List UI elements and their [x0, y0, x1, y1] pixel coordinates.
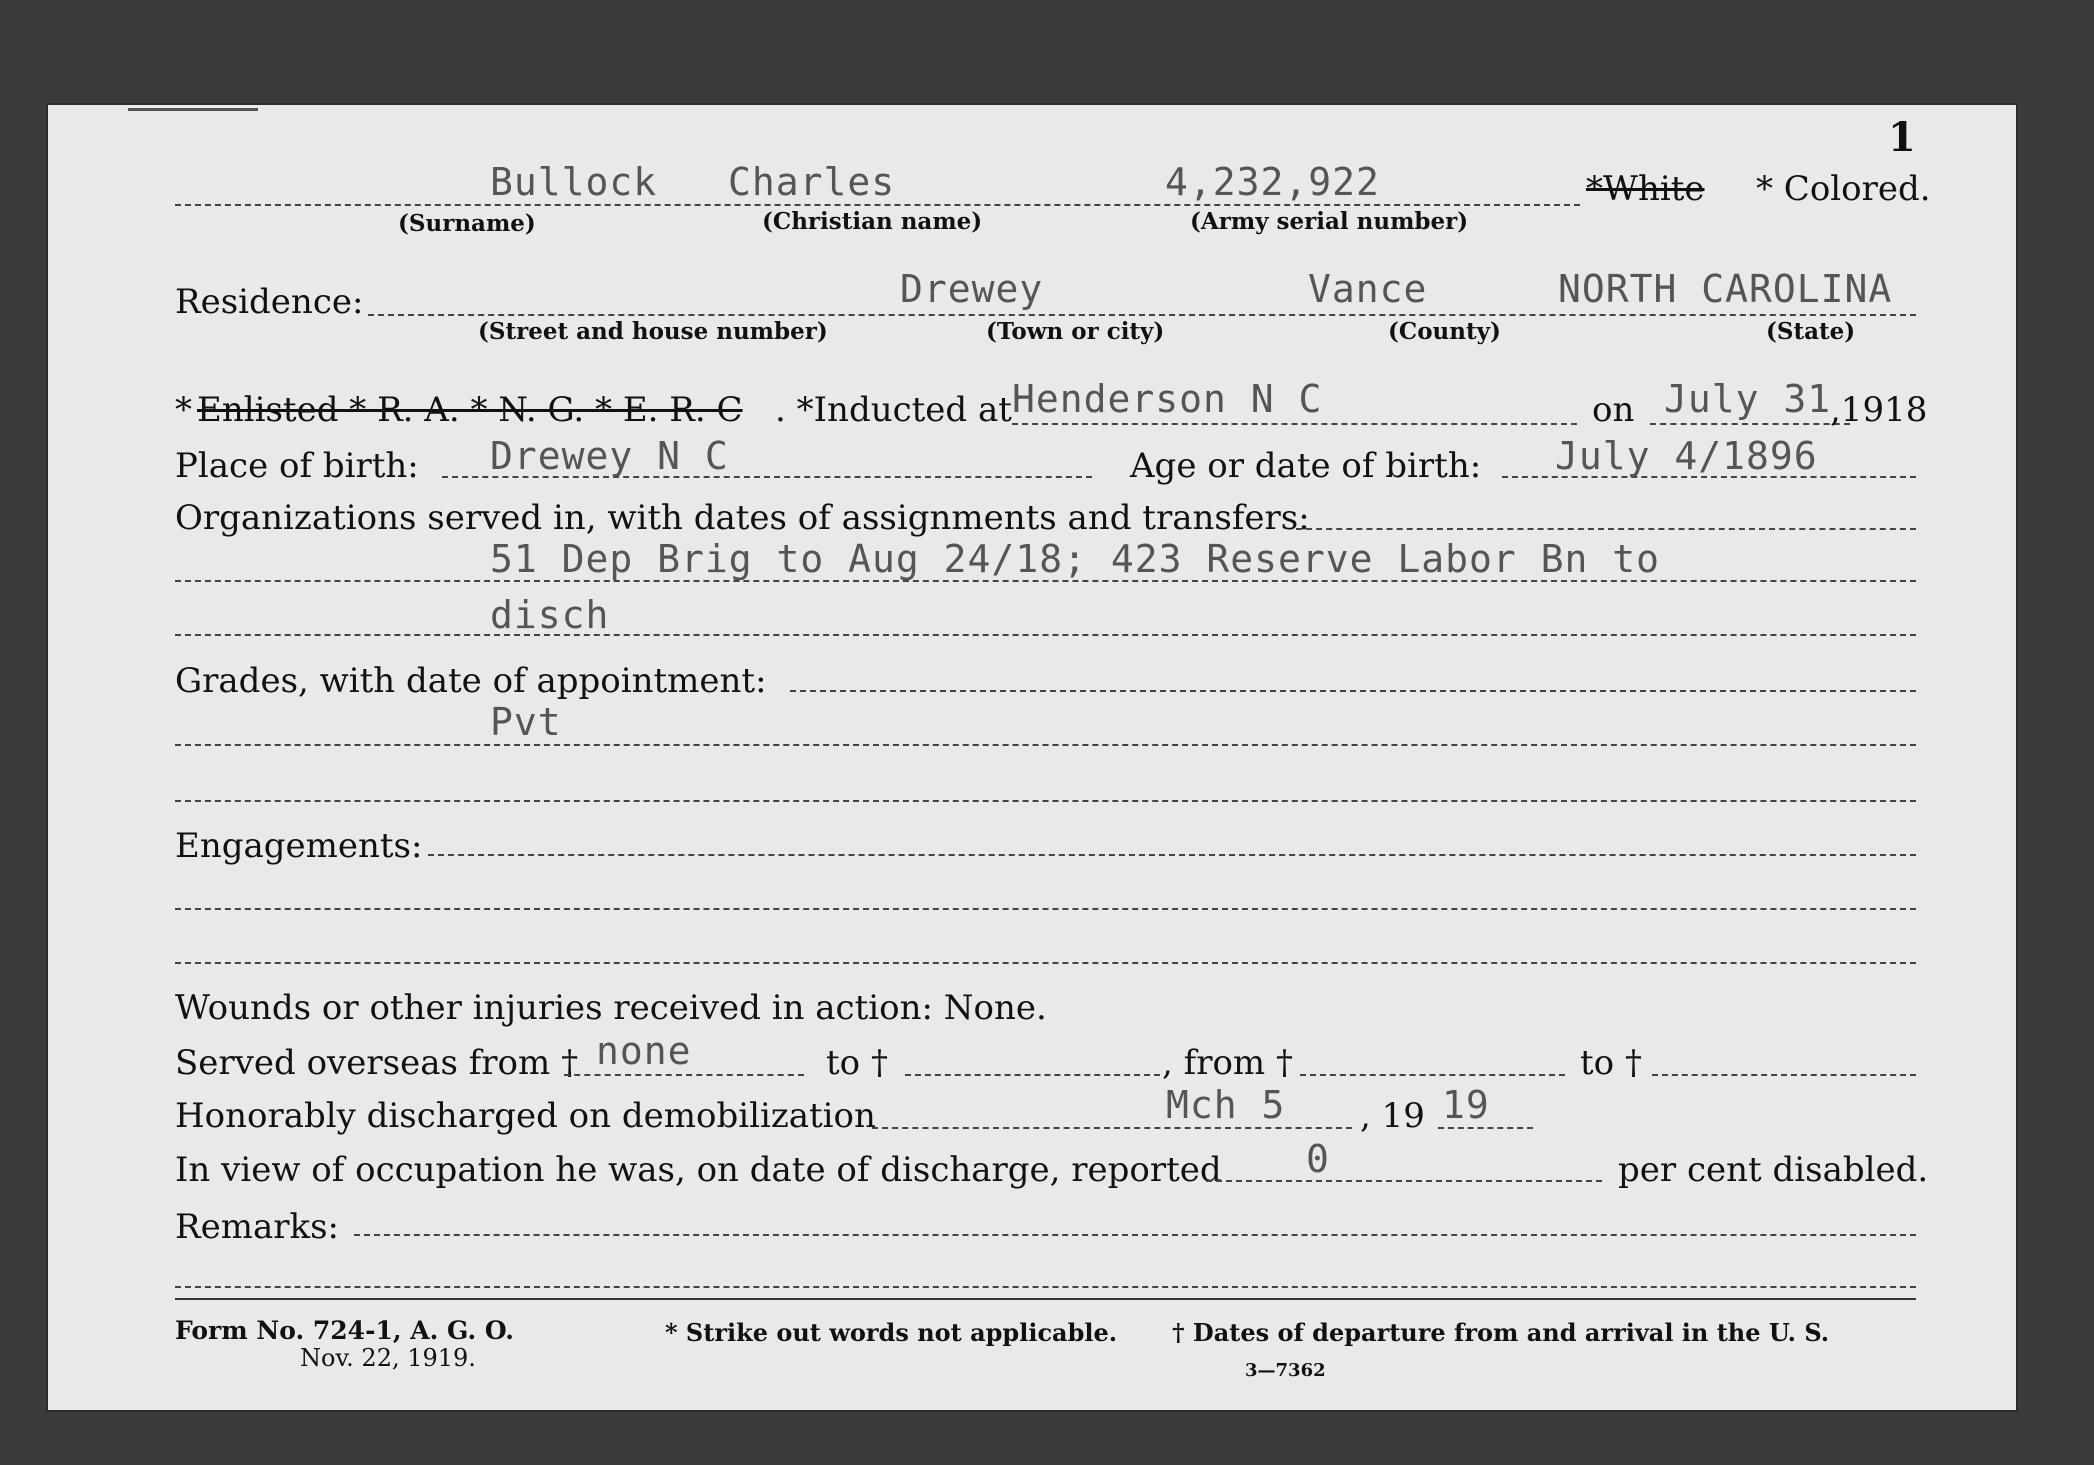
- print-code: 3—7362: [1245, 1360, 1326, 1381]
- organizations-value-2: disch: [490, 593, 610, 637]
- overseas-to-line-2: [1652, 1074, 1916, 1076]
- organizations-label: Organizations served in, with dates of assignments and transfers:: [175, 498, 1310, 538]
- footer-rule: [175, 1298, 1916, 1300]
- inducted-label: . *Inducted at: [775, 390, 1012, 430]
- overseas-to-label: to †: [826, 1043, 888, 1083]
- organizations-line-2: [175, 634, 1916, 636]
- disabled-percent-value: 0: [1306, 1137, 1330, 1181]
- white-label: *White: [1586, 169, 1705, 209]
- inducted-date-line: [1650, 423, 1850, 425]
- page-number: 1: [1888, 114, 1916, 161]
- county-value: Vance: [1308, 267, 1428, 311]
- overseas-to-label-2: to †: [1580, 1043, 1642, 1083]
- overseas-from-line-2: [1300, 1074, 1565, 1076]
- overseas-to-line: [905, 1074, 1160, 1076]
- age-label: Age or date of birth:: [1130, 446, 1482, 486]
- overseas-from-label-2: , from †: [1162, 1043, 1293, 1083]
- discharge-year-prefix: , 19: [1360, 1096, 1425, 1136]
- inducted-place-value: Henderson N C: [1012, 377, 1323, 421]
- colored-label: * Colored.: [1756, 169, 1931, 209]
- disabled-line: [1206, 1180, 1602, 1182]
- inducted-year: ,1918: [1830, 390, 1928, 430]
- top-rule: [128, 108, 258, 111]
- state-caption: (State): [1766, 318, 1856, 345]
- birth-place-value: Drewey N C: [490, 434, 729, 478]
- form-number: Form No. 724-1, A. G. O.: [175, 1316, 514, 1345]
- serial-number-caption: (Army serial number): [1190, 208, 1469, 235]
- enlisted-options-struck: Enlisted * R. A. * N. G. * E. R. C: [197, 390, 743, 430]
- county-caption: (County): [1388, 318, 1501, 345]
- state-value: NORTH CAROLINA: [1558, 267, 1893, 311]
- overseas-from-line: [564, 1074, 804, 1076]
- grade-value: Pvt: [490, 700, 562, 744]
- wounds-label: Wounds or other injuries received in action: None.: [175, 988, 1047, 1028]
- disabled-label: per cent disabled.: [1618, 1150, 1929, 1190]
- enlisted-prefix: *: [175, 390, 192, 430]
- remarks-line-0: [354, 1234, 1916, 1236]
- birth-date-value: July 4/1896: [1555, 434, 1818, 478]
- street-caption: (Street and house number): [478, 318, 828, 345]
- engagements-label: Engagements:: [175, 826, 423, 866]
- town-value: Drewey: [900, 267, 1044, 311]
- christian-name-value: Charles: [728, 160, 896, 204]
- engagements-line-2: [175, 962, 1916, 964]
- inducted-place-line: [1012, 423, 1577, 425]
- dates-note: † Dates of departure from and arrival in the U. S.: [1172, 1318, 1830, 1347]
- surname-caption: (Surname): [398, 210, 536, 237]
- residence-label: Residence:: [175, 282, 364, 322]
- discharge-date-value: Mch 5: [1166, 1083, 1286, 1127]
- grades-line-0: [790, 690, 1916, 692]
- remarks-line-1: [175, 1286, 1916, 1288]
- on-label: on: [1592, 390, 1635, 430]
- organizations-line-0: [1296, 528, 1916, 530]
- discharged-label: Honorably discharged on demobilization: [175, 1096, 876, 1136]
- surname-value: Bullock: [490, 160, 658, 204]
- remarks-label: Remarks:: [175, 1207, 339, 1247]
- engagements-line-0: [428, 854, 1916, 856]
- discharge-year-line: [1438, 1127, 1533, 1129]
- overseas-from-value: none: [596, 1029, 692, 1073]
- discharge-year-value: 19: [1442, 1083, 1490, 1127]
- residence-line: [368, 314, 1916, 316]
- engagements-line-1: [175, 908, 1916, 910]
- occupation-label: In view of occupation he was, on date of discharge, reported: [175, 1150, 1222, 1190]
- grades-line-2: [175, 800, 1916, 802]
- organizations-value-1: 51 Dep Brig to Aug 24/18; 423 Reserve Labor Bn to: [490, 537, 1661, 581]
- discharge-date-line: [872, 1127, 1352, 1129]
- grades-label: Grades, with date of appointment:: [175, 661, 767, 701]
- birth-place-label: Place of birth:: [175, 446, 419, 486]
- form-date: Nov. 22, 1919.: [300, 1344, 476, 1372]
- serial-number-value: 4,232,922: [1165, 160, 1380, 204]
- strike-note: * Strike out words not applicable.: [665, 1318, 1118, 1347]
- town-caption: (Town or city): [986, 318, 1165, 345]
- christian-name-caption: (Christian name): [762, 208, 983, 235]
- inducted-date-value: July 31: [1664, 377, 1832, 421]
- overseas-label: Served overseas from †: [175, 1043, 579, 1083]
- grades-line-1: [175, 744, 1916, 746]
- name-line: [175, 204, 1580, 206]
